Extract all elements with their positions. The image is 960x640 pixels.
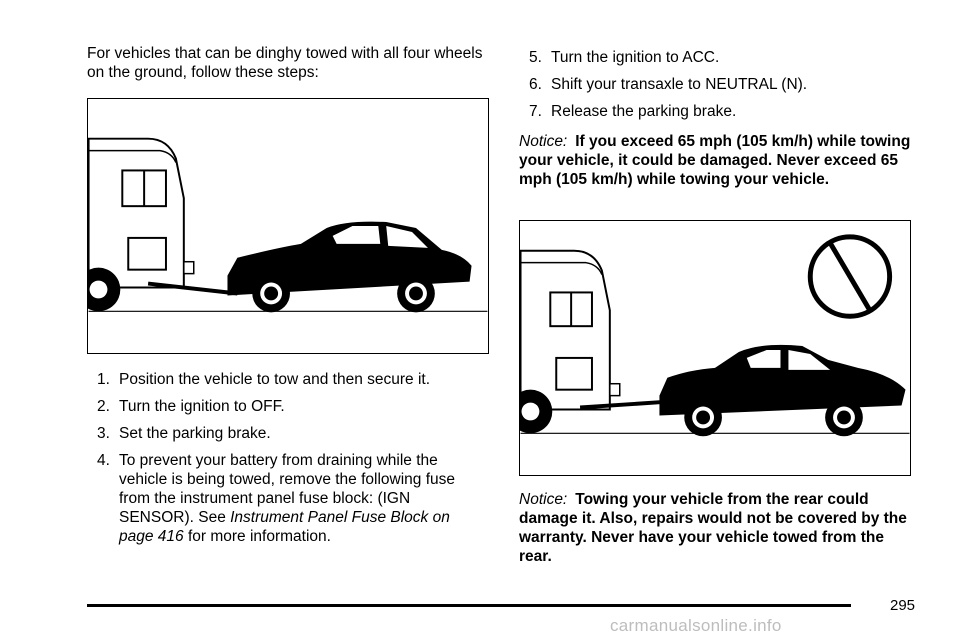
step-text: Release the parking brake. bbox=[551, 103, 737, 120]
step-text: Shift your transaxle to NEUTRAL (N). bbox=[551, 76, 808, 93]
step-number: 5. bbox=[529, 49, 542, 66]
step-number: 3. bbox=[97, 425, 110, 442]
step-number: 4. bbox=[97, 452, 110, 469]
watermark-text: carmanualsonline.info bbox=[610, 616, 782, 635]
step-number: 2. bbox=[97, 398, 110, 415]
rear-tow-figure bbox=[519, 220, 911, 476]
notice-text: Towing your vehicle from the rear could damage it. Also, repairs would not be covered by the warranty. Never have your vehicle towed from the rear. bbox=[519, 491, 907, 565]
intro-paragraph: For vehicles that can be dinghy towed with all four wheels on the ground, follow these steps: bbox=[87, 45, 483, 81]
list-item bbox=[97, 370, 489, 389]
step-text: Turn the ignition to OFF. bbox=[119, 398, 285, 415]
step-text: Position the vehicle to tow and then secure it. bbox=[119, 371, 431, 388]
list-item bbox=[97, 424, 489, 443]
list-item bbox=[529, 48, 911, 67]
footer-rule bbox=[87, 604, 851, 607]
step-text: for more information. bbox=[183, 528, 331, 545]
steps-list-left bbox=[97, 370, 489, 554]
rv-towing-car-illustration bbox=[88, 99, 488, 353]
notice-rear-tow bbox=[519, 490, 911, 566]
page-number: 295 bbox=[890, 597, 916, 614]
notice-label: Notice: bbox=[519, 491, 568, 508]
list-item bbox=[529, 75, 911, 94]
list-item bbox=[529, 102, 911, 121]
step-text: Set the parking brake. bbox=[119, 425, 271, 442]
step-text: To prevent your battery from draining while the vehicle is being towed, remove the following fuse from the instrument panel fuse block: (IGN SENSOR). See bbox=[119, 452, 456, 526]
dinghy-tow-figure bbox=[87, 98, 489, 354]
list-item bbox=[97, 451, 469, 546]
steps-list-right bbox=[529, 48, 911, 129]
notice-label: Notice: bbox=[519, 133, 568, 150]
notice-text: If you exceed 65 mph (105 km/h) while towing your vehicle, it could be damaged. Never exceed 65 mph (105 km/h) while towing your vehicle. bbox=[519, 133, 911, 188]
rear-tow-prohibited-illustration bbox=[520, 221, 910, 475]
step-number: 7. bbox=[529, 103, 542, 120]
list-item bbox=[97, 397, 489, 416]
cross-reference-link[interactable]: Instrument Panel Fuse Block on page 416 bbox=[119, 509, 450, 545]
step-text: Turn the ignition to ACC. bbox=[551, 49, 720, 66]
step-number: 6. bbox=[529, 76, 542, 93]
step-number: 1. bbox=[97, 371, 110, 388]
notice-speed bbox=[519, 132, 911, 189]
